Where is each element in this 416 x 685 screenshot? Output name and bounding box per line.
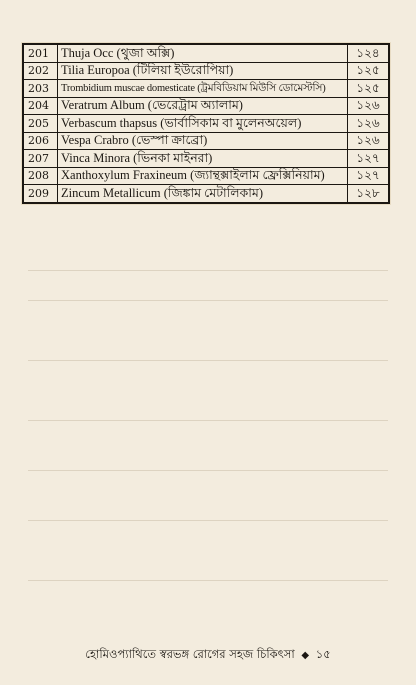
remedy-name: Zincum Metallicum (জিঙ্কাম মেটালিকাম) (58, 185, 348, 203)
table-row (24, 62, 389, 80)
remedy-name: Verbascum thapsus (ভার্বাসিকাম বা মুলেনঅয়েল) (58, 115, 348, 133)
show-through-line (28, 420, 388, 421)
table-row (24, 150, 389, 168)
remedy-page: ১২৫ (348, 62, 389, 80)
remedy-number: 207 (24, 150, 58, 168)
table-row (24, 185, 389, 203)
remedy-number: 206 (24, 132, 58, 150)
remedy-page: ১২৬ (348, 115, 389, 133)
show-through-line (28, 270, 388, 271)
remedy-name: Thuja Occ (থুজা অক্সি) (58, 45, 348, 63)
page-number: ১৫ (315, 647, 331, 661)
table-row (24, 132, 389, 150)
remedy-page: ১২৪ (348, 45, 389, 63)
show-through-line (28, 470, 388, 471)
remedy-number: 201 (24, 45, 58, 63)
remedy-number: 208 (24, 167, 58, 185)
remedy-page: ১২৭ (348, 167, 389, 185)
page-footer (0, 646, 416, 665)
remedy-number: 205 (24, 115, 58, 133)
remedy-page: ১২৬ (348, 132, 389, 150)
remedy-name: Vespa Crabro (ভেস্পা ক্রাব্রো) (58, 132, 348, 150)
show-through-line (28, 300, 388, 301)
remedy-page: ১২৬ (348, 97, 389, 115)
show-through-line (28, 580, 388, 581)
table-row (24, 167, 389, 185)
remedy-number: 203 (24, 80, 58, 98)
remedy-name: Trombidium muscae domesticate (ট্রমবিডিয়াম মিউসি ডোমেস্টসি) (58, 80, 348, 98)
remedy-index-body (24, 45, 389, 203)
running-title: হোমিওপ্যাথিতে স্বরভঙ্গ রোগের সহজ চিকিৎসা (85, 647, 295, 661)
table-row (24, 97, 389, 115)
show-through-line (28, 520, 388, 521)
show-through-line (28, 360, 388, 361)
remedy-name: Xanthoxylum Fraxineum (জ্যান্থক্সাইলাম ফ্রেক্সিনিয়াম) (58, 167, 348, 185)
remedy-name: Vinca Minora (ভিনকা মাইনরা) (58, 150, 348, 168)
remedy-page: ১২৫ (348, 80, 389, 98)
remedy-index-table (22, 43, 390, 204)
remedy-number: 202 (24, 62, 58, 80)
remedy-name: Veratrum Album (ভেরেট্রাম অ্যালাম) (58, 97, 348, 115)
remedy-page: ১২৮ (348, 185, 389, 203)
table-row (24, 80, 389, 98)
remedy-name: Tilia Europoa (টিলিয়া ইউরোপিয়া) (58, 62, 348, 80)
remedy-number: 204 (24, 97, 58, 115)
remedy-page: ১২৭ (348, 150, 389, 168)
table-row (24, 115, 389, 133)
separator-diamond: ◆ (301, 650, 310, 661)
table-row (24, 45, 389, 63)
remedy-number: 209 (24, 185, 58, 203)
